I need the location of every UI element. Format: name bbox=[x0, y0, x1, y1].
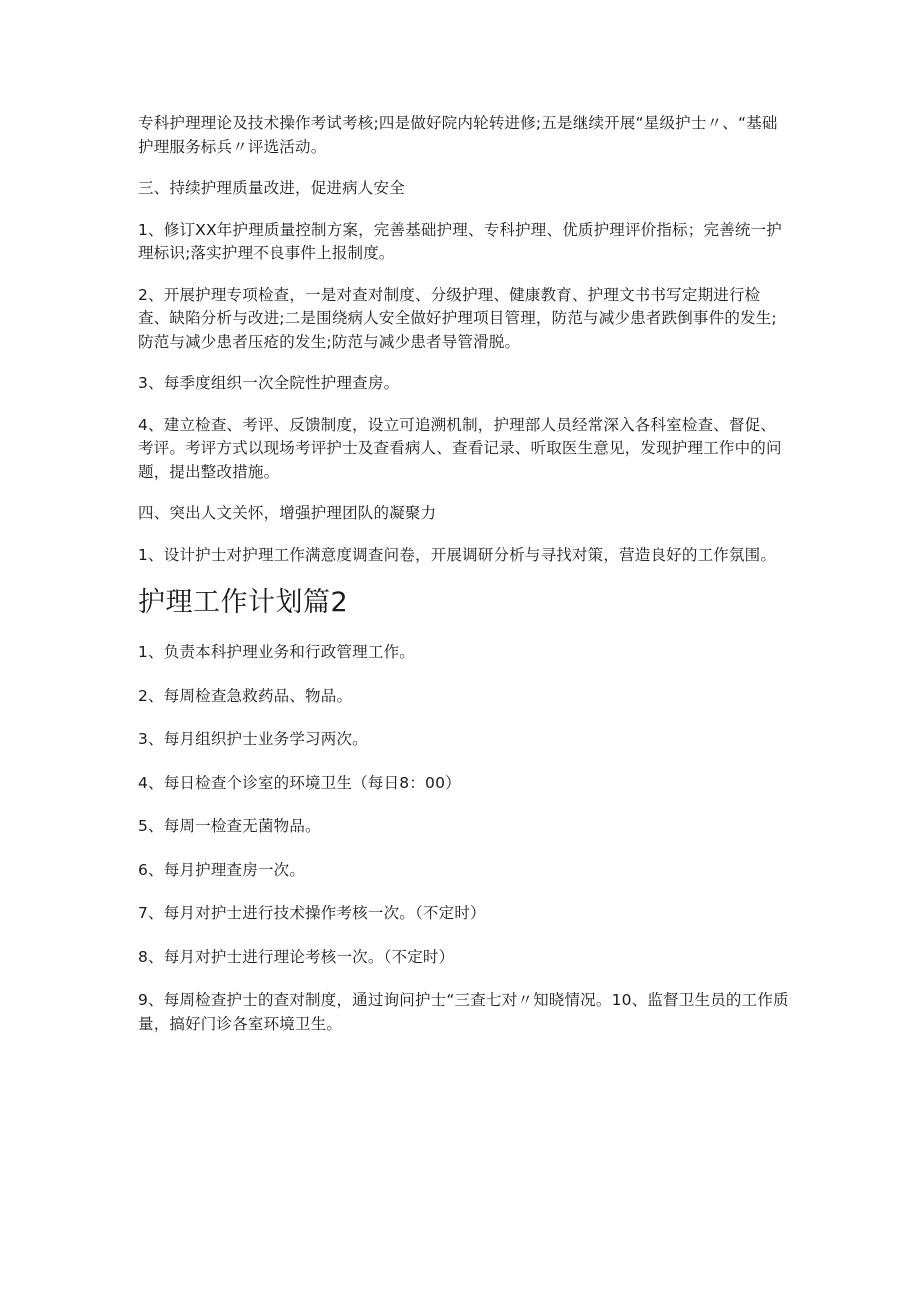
section-heading-4: 四、突出人文关怀，增强护理团队的凝聚力 bbox=[138, 504, 437, 522]
section-1 bbox=[138, 112, 790, 567]
list-item: 5、每周一检查无菌物品。 bbox=[138, 817, 321, 835]
list-item: 1、负责本科护理业务和行政管理工作。 bbox=[138, 643, 415, 661]
paragraph: 3、每季度组织一次全院性护理查房。 bbox=[138, 374, 400, 392]
list-item: 4、每日检查个诊室的环境卫生（每日8：00） bbox=[138, 773, 461, 792]
list-item: 3、每月组织护士业务学习两次。 bbox=[138, 730, 368, 748]
paragraph: 专科护理理论及技术操作考试考核;四是做好院内轮转进修;五是继续开展“星级护士〃、“基础护理服务标兵〃评选活动。 bbox=[138, 114, 778, 156]
document-page bbox=[138, 112, 790, 1056]
paragraph: 2、开展护理专项检查，一是对查对制度、分级护理、健康教育、护理文书书写定期进行检查、缺陷分析与改进;二是围绕病人安全做好护理项目管理，防范与减少患者跌倒事件的发生;防范与减少患者压疮的发生;防范与减少患者导管滑脱。 bbox=[138, 285, 777, 351]
list-item: 7、每月对护士进行技术操作考核一次。（不定时） bbox=[138, 904, 486, 922]
list-item: 9、每周检查护士的查对制度，通过询问护士“三查七对〃知晓情况。10、监督卫生员的工作质量，搞好门诊各室环境卫生。 bbox=[138, 991, 789, 1033]
document-heading: 护理工作计划篇2 bbox=[138, 587, 349, 618]
list-item: 6、每月护理查房一次。 bbox=[138, 860, 306, 879]
section-2 bbox=[138, 641, 790, 1036]
paragraph: 4、建立检查、考评、反馈制度，设立可追溯机制，护理部人员经常深入各科室检查、督促、考评。考评方式以现场考评护士及查看病人、查看记录、听取医生意见，发现护理工作中的问题，提出整改措施。 bbox=[138, 415, 782, 481]
list-item: 2、每周检查急救药品、物品。 bbox=[138, 686, 353, 705]
list-item: 8、每月对护士进行理论考核一次。（不定时） bbox=[138, 947, 455, 966]
paragraph: 1、修订XX年护理质量控制方案，完善基础护理、专科护理、优质护理评价指标；完善统一护理标识;落实护理不良事件上报制度。 bbox=[138, 220, 783, 262]
section-heading-3: 三、持续护理质量改进，促进病人安全 bbox=[138, 179, 405, 197]
paragraph: 1、设计护士对护理工作满意度调查问卷，开展调研分析与寻找对策，营造良好的工作氛围。 bbox=[138, 545, 777, 564]
